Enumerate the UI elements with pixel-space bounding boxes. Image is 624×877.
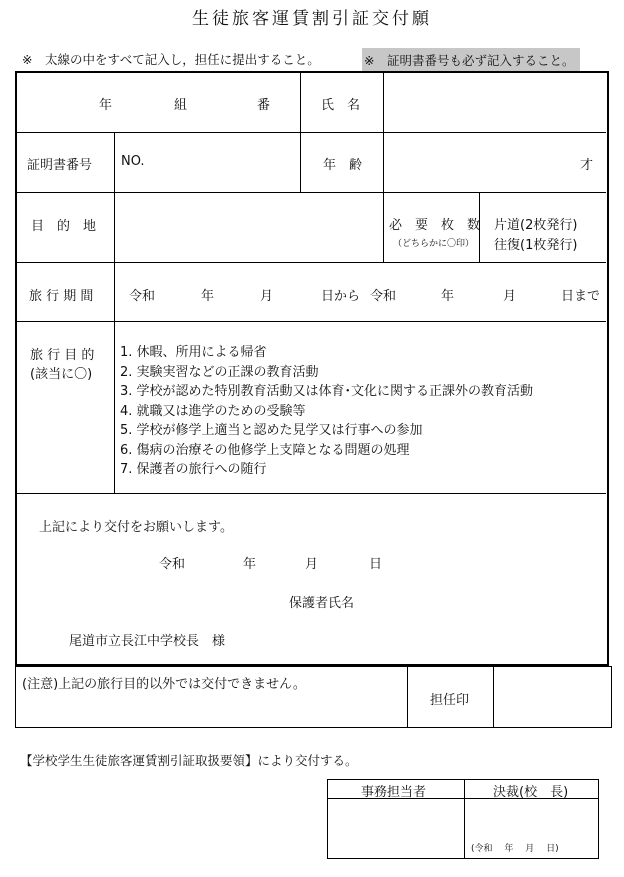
approval-date: (令和 年 月 日) (471, 844, 559, 854)
principal-decision-label: 決裁(校 長) (493, 785, 569, 800)
end-month-unit: 月 (503, 289, 517, 304)
request-day-unit: 日 (369, 557, 383, 572)
row-divider (17, 493, 606, 494)
clerk-stamp-field[interactable] (328, 799, 464, 858)
guardian-name-label: 保護者氏名 (289, 596, 355, 611)
request-year-unit: 年 (243, 557, 257, 572)
roundtrip-option[interactable]: 往復(1枚発行) (494, 238, 578, 253)
travel-period-label: 旅 行 期 間 (29, 289, 94, 304)
column-divider (407, 667, 408, 727)
row-divider (17, 321, 606, 322)
list-item[interactable]: 1. 休暇、所用による帰省 (120, 345, 267, 360)
request-era: 令和 (159, 557, 186, 572)
start-era: 令和 (129, 289, 156, 304)
travel-purpose-list (120, 343, 533, 480)
age-field[interactable] (384, 133, 606, 192)
approval-box (327, 779, 599, 859)
certificate-number-prefix: NO. (121, 154, 145, 169)
oneway-option[interactable]: 片道(2枚発行) (494, 218, 578, 233)
principal-addressee: 尾道市立長江中学校長 様 (69, 634, 226, 649)
name-field[interactable] (384, 73, 606, 132)
caution-seal-box (15, 666, 612, 728)
issuance-note: 【学校学生生徒旅客運賃割引証取扱要領】により交付する。 (20, 753, 358, 768)
travel-purpose-label: 旅 行 目 的 (30, 348, 95, 363)
clerk-label: 事務担当者 (361, 785, 427, 800)
end-day-unit: 日まで (561, 289, 601, 304)
class-label: 組 (174, 98, 188, 113)
destination-label: 目 的 地 (31, 219, 97, 234)
teacher-seal-field[interactable] (494, 667, 611, 727)
certificate-number-field[interactable] (115, 133, 300, 192)
principal-stamp-field[interactable] (465, 799, 598, 839)
teacher-seal-label: 担任印 (430, 693, 470, 708)
list-item[interactable]: 5. 学校が修学上適当と認めた見学又は行事への参加 (120, 423, 423, 438)
list-item[interactable]: 7. 保護者の旅行への随行 (120, 462, 267, 477)
list-item[interactable]: 3. 学校が認めた特別教育活動又は体育･文化に関する正課外の教育活動 (120, 384, 534, 399)
instruction-highlight: ※ 証明書番号も必ず記入すること。 (362, 48, 580, 72)
copies-label: 必 要 枚 数 (389, 218, 481, 233)
copies-note: （どちらかに〇印） (393, 239, 475, 249)
request-text: 上記により交付をお願いします。 (39, 520, 233, 535)
number-label: 番 (257, 98, 271, 113)
certificate-number-label: 証明書番号 (27, 158, 93, 173)
end-era: 令和 (370, 289, 397, 304)
start-day-unit: 日から (321, 289, 361, 304)
column-divider (300, 73, 301, 192)
grade-label: 年 (99, 98, 113, 113)
caution-note: (注意)上記の旅行目的以外では交付できません。 (22, 677, 306, 692)
start-month-unit: 月 (260, 289, 274, 304)
start-year-unit: 年 (201, 289, 215, 304)
destination-field[interactable] (115, 193, 383, 262)
age-unit: 才 (580, 158, 594, 173)
request-month-unit: 月 (305, 557, 319, 572)
instruction-note: ※ 太線の中をすべて記入し，担任に提出すること。 (22, 52, 320, 67)
name-label: 氏 名 (321, 98, 361, 113)
form-title: 生徒旅客運賃割引証交付願 (192, 9, 432, 29)
list-item[interactable]: 2. 実験実習などの正課の教育活動 (120, 364, 319, 380)
list-item[interactable]: 4. 就職又は進学のための受験等 (120, 403, 306, 419)
age-label: 年 齢 (323, 158, 363, 173)
list-item[interactable]: 6. 傷病の治療その他修学上支障となる問題の処理 (120, 442, 410, 458)
row-divider (17, 262, 606, 263)
travel-purpose-hint: (該当に〇) (30, 367, 93, 382)
end-year-unit: 年 (441, 289, 455, 304)
